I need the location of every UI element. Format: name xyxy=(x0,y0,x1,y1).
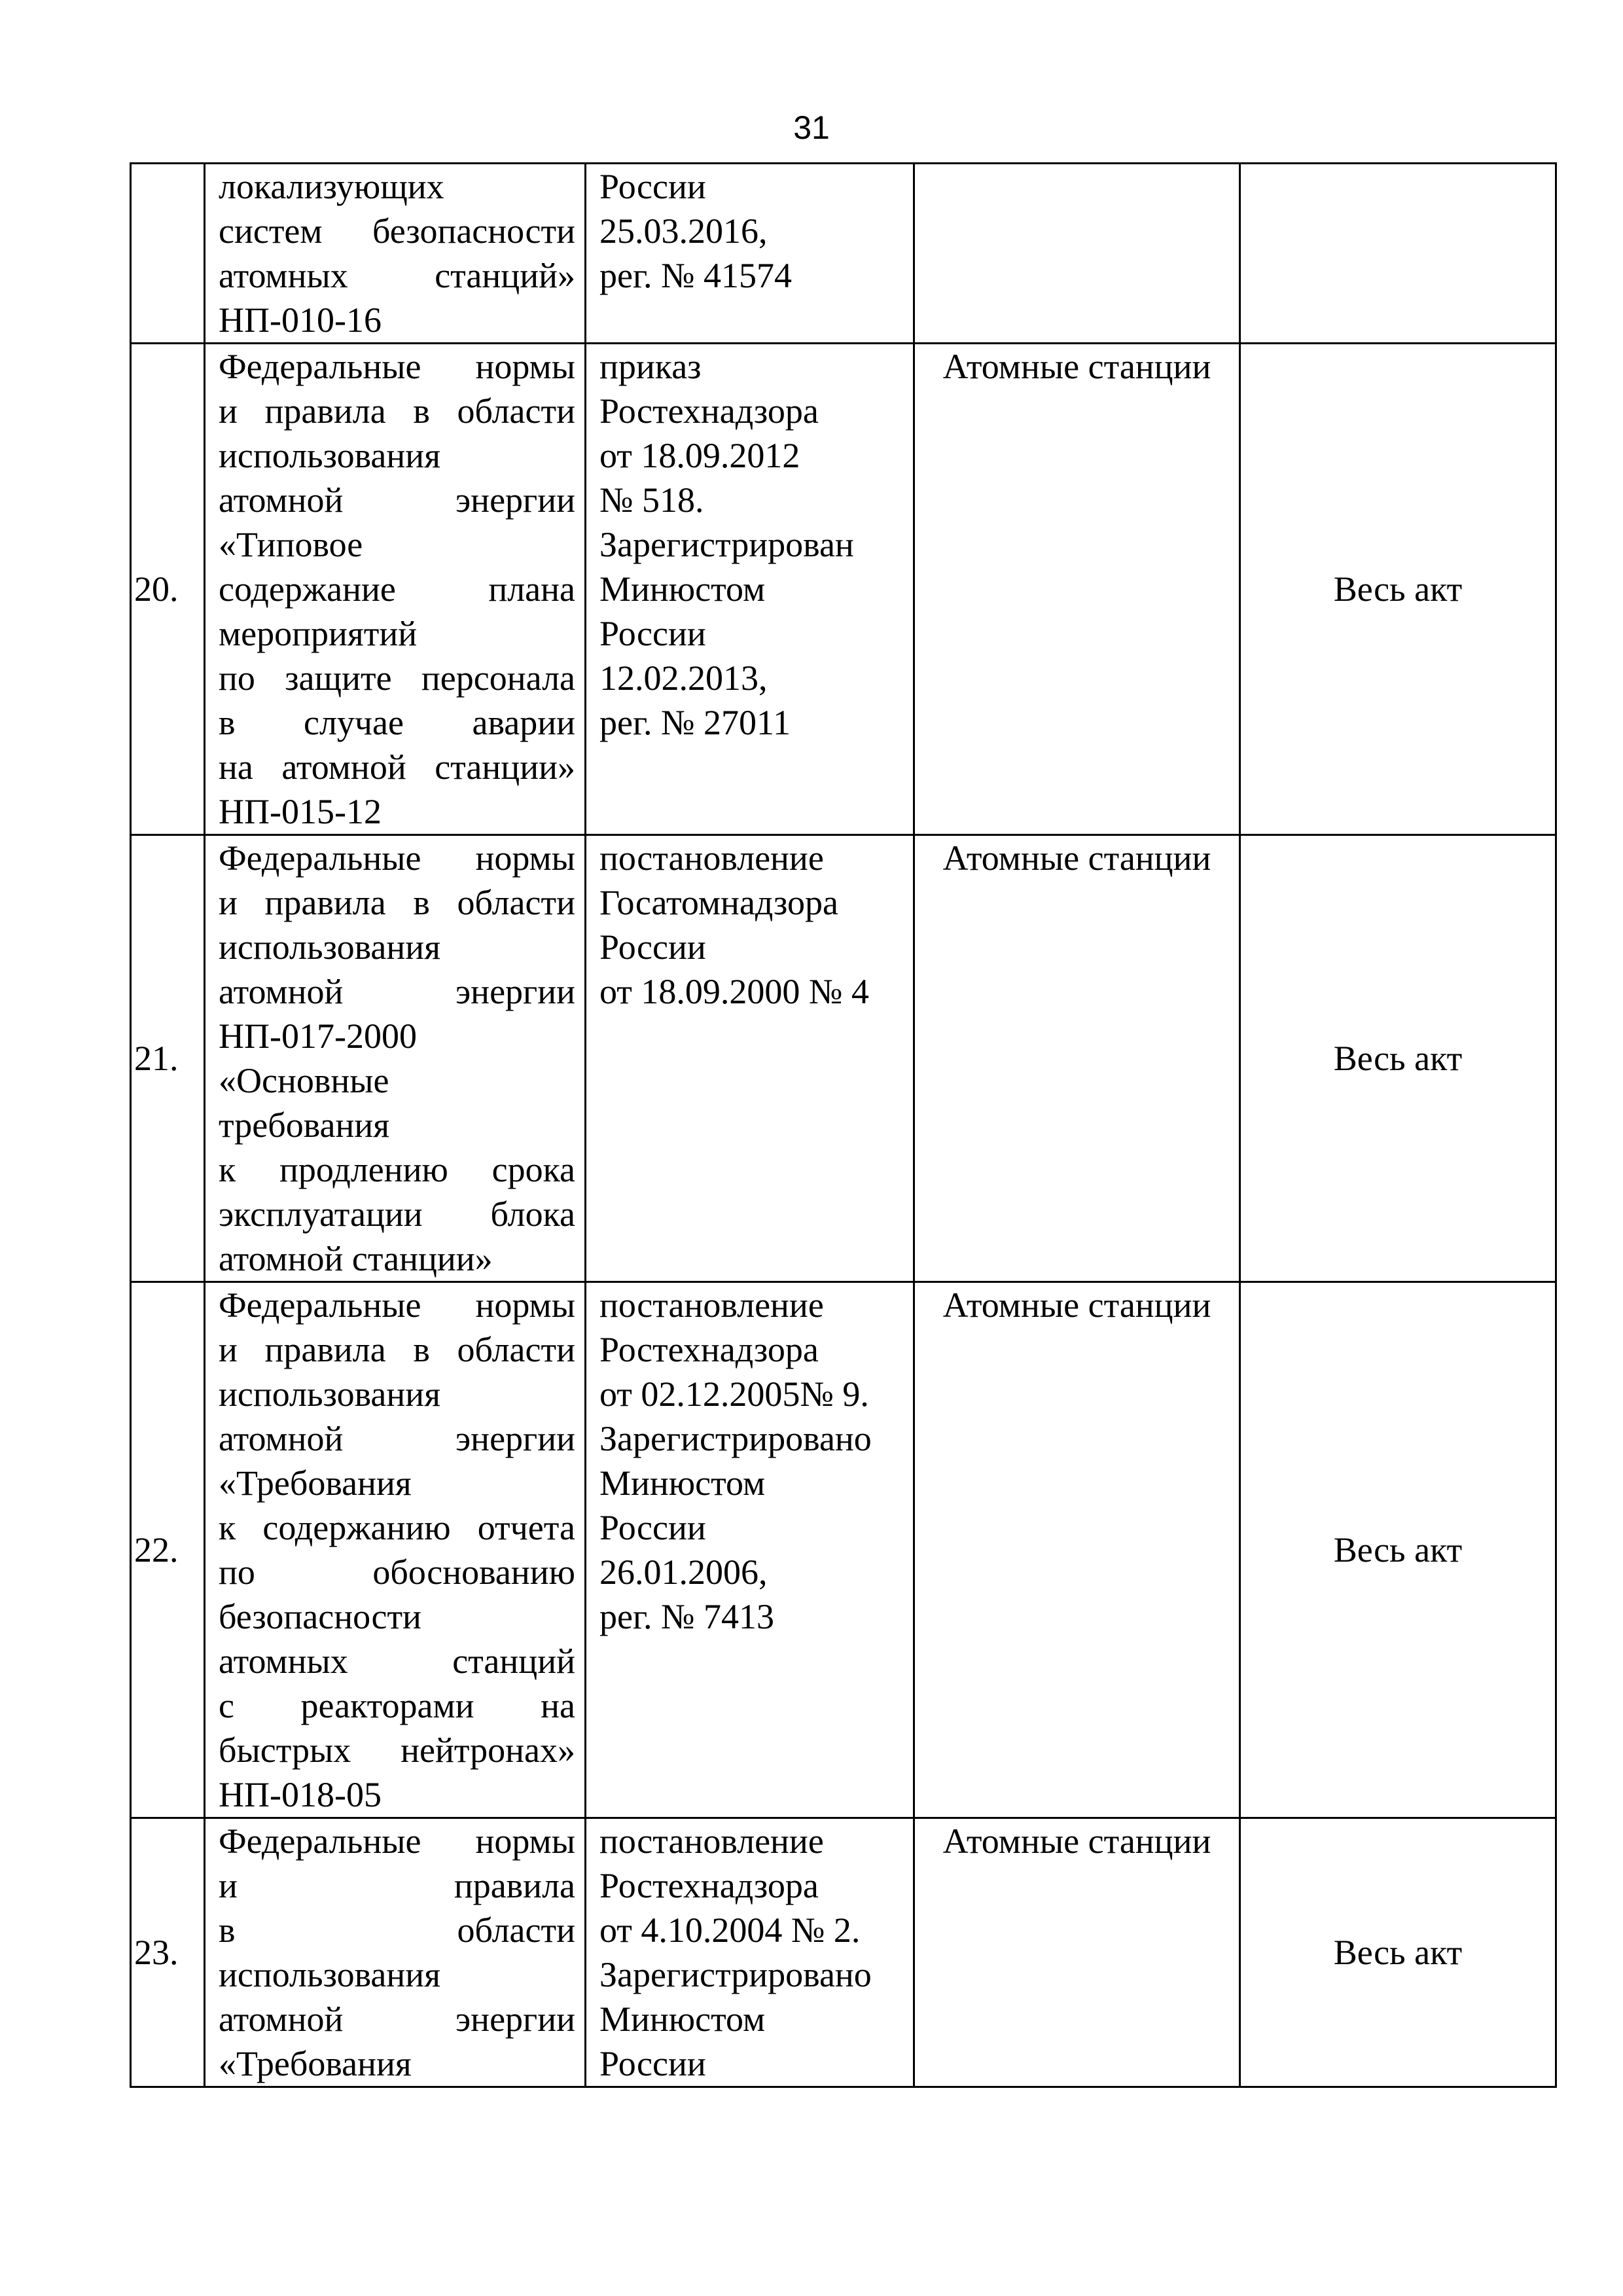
approval-doc-cell xyxy=(586,835,914,1282)
approval-doc-line: Минюстом xyxy=(599,569,766,609)
act-title-line: с реакторами на xyxy=(219,1686,575,1725)
act-title-line: использования xyxy=(219,436,441,475)
act-title-line: и правила в области xyxy=(219,1330,575,1369)
act-title-line: к продлению срока xyxy=(219,1150,575,1189)
act-title-line: по защите персонала xyxy=(219,658,575,698)
act-title-line: атомной энергии xyxy=(219,2000,575,2039)
act-title-line: «Основные xyxy=(219,1061,389,1100)
act-title-line: по обоснованию xyxy=(219,1552,575,1592)
act-title-line: Федеральные нормы xyxy=(219,838,575,878)
approval-doc-cell xyxy=(586,1282,914,1818)
act-title-line: использования xyxy=(219,1374,441,1414)
approval-doc-line: постановление xyxy=(599,1285,824,1325)
regulations-table xyxy=(130,162,1557,2088)
approval-doc-line: от 18.09.2000 № 4 xyxy=(599,972,869,1011)
act-title-line: атомной энергии xyxy=(219,972,575,1011)
approval-doc-cell xyxy=(586,164,914,344)
approval-doc-line: Минюстом xyxy=(599,2000,766,2039)
table-row xyxy=(131,1282,1556,1818)
requirements-cell xyxy=(1240,164,1556,344)
approval-doc-line: Ростехнадзора xyxy=(599,391,819,431)
act-title-line: в области xyxy=(219,1910,575,1950)
act-title-line: Федеральные нормы xyxy=(219,1821,575,1861)
act-title-line: атомных станций xyxy=(219,1641,575,1681)
approval-doc-line: постановление xyxy=(599,838,824,878)
table-row xyxy=(131,1818,1556,2087)
act-title-line: требования xyxy=(219,1105,390,1145)
act-title-line: НП-018-05 xyxy=(219,1775,382,1814)
act-title-cell xyxy=(205,1818,586,2087)
approval-doc-cell xyxy=(586,344,914,835)
approval-doc-line: Госатомнадзора xyxy=(599,883,839,922)
approval-doc-line: Минюстом xyxy=(599,1463,766,1503)
approval-doc-line: России xyxy=(599,167,706,206)
row-number: 23. xyxy=(131,1818,205,2087)
approval-doc-line: рег. № 7413 xyxy=(599,1597,775,1636)
act-title-line: атомных станций» xyxy=(219,256,575,295)
act-title-line: атомной энергии xyxy=(219,480,575,520)
act-title-line: и правила в области xyxy=(219,883,575,922)
approval-doc-cell xyxy=(586,1818,914,2087)
approval-doc-line: приказ xyxy=(599,347,702,386)
act-title-line: и правила в области xyxy=(219,391,575,431)
approval-doc-line: Ростехнадзора xyxy=(599,1330,819,1369)
requirements-cell: Весь акт xyxy=(1240,344,1556,835)
table-body xyxy=(131,164,1556,2087)
act-title-line: локализующих xyxy=(219,167,444,206)
act-title-line: мероприятий xyxy=(219,614,418,653)
act-title-line: эксплуатации блока xyxy=(219,1194,575,1234)
approval-doc-line: от 4.10.2004 № 2. xyxy=(599,1910,861,1950)
approval-doc-line: России xyxy=(599,2044,706,2083)
act-title-line: к содержанию отчета xyxy=(219,1508,575,1547)
act-title-cell xyxy=(205,835,586,1282)
act-title-line: НП-010-16 xyxy=(219,300,382,340)
act-title-line: атомной станции» xyxy=(219,1239,493,1278)
scope-cell: Атомные станции xyxy=(914,1282,1240,1818)
act-title-line: систем безопасности xyxy=(219,211,575,251)
act-title-line: «Требования xyxy=(219,1463,412,1503)
act-title-line: и правила xyxy=(219,1866,575,1905)
approval-doc-line: от 02.12.2005№ 9. xyxy=(599,1374,869,1414)
scope-cell xyxy=(914,164,1240,344)
act-title-line: быстрых нейтронах» xyxy=(219,1731,575,1770)
approval-doc-line: рег. № 41574 xyxy=(599,256,793,295)
act-title-line: «Типовое xyxy=(219,525,363,564)
page-number: 31 xyxy=(793,109,830,146)
approval-doc-line: России xyxy=(599,927,706,967)
act-title-line: НП-015-12 xyxy=(219,792,382,831)
table-row xyxy=(131,835,1556,1282)
row-number xyxy=(131,164,205,344)
table-row xyxy=(131,344,1556,835)
act-title-line: НП-017-2000 xyxy=(219,1016,417,1056)
scope-cell: Атомные станции xyxy=(914,835,1240,1282)
approval-doc-line: № 518. xyxy=(599,480,704,520)
approval-doc-line: Зарегистрирован xyxy=(599,525,854,564)
approval-doc-line: России xyxy=(599,1508,706,1547)
requirements-cell: Весь акт xyxy=(1240,1282,1556,1818)
approval-doc-line: 25.03.2016, xyxy=(599,211,768,251)
act-title-cell xyxy=(205,344,586,835)
act-title-line: содержание плана xyxy=(219,569,575,609)
table-row xyxy=(131,164,1556,344)
row-number: 21. xyxy=(131,835,205,1282)
approval-doc-line: Зарегистрировано xyxy=(599,1419,872,1458)
approval-doc-line: России xyxy=(599,614,706,653)
approval-doc-line: от 18.09.2012 xyxy=(599,436,800,475)
requirements-cell: Весь акт xyxy=(1240,1818,1556,2087)
requirements-cell: Весь акт xyxy=(1240,835,1556,1282)
act-title-line: использования xyxy=(219,927,441,967)
approval-doc-line: 26.01.2006, xyxy=(599,1552,768,1592)
act-title-cell xyxy=(205,164,586,344)
act-title-line: «Требования xyxy=(219,2044,412,2083)
act-title-line: в случае аварии xyxy=(219,703,575,742)
approval-doc-line: 12.02.2013, xyxy=(599,658,768,698)
act-title-cell xyxy=(205,1282,586,1818)
row-number: 20. xyxy=(131,344,205,835)
act-title-line: Федеральные нормы xyxy=(219,347,575,386)
approval-doc-line: Ростехнадзора xyxy=(599,1866,819,1905)
act-title-line: Федеральные нормы xyxy=(219,1285,575,1325)
act-title-line: на атомной станции» xyxy=(219,747,575,787)
approval-doc-line: рег. № 27011 xyxy=(599,703,791,742)
approval-doc-line: постановление xyxy=(599,1821,824,1861)
act-title-line: безопасности xyxy=(219,1597,421,1636)
act-title-line: атомной энергии xyxy=(219,1419,575,1458)
approval-doc-line: Зарегистрировано xyxy=(599,1955,872,1994)
act-title-line: использования xyxy=(219,1955,441,1994)
row-number: 22. xyxy=(131,1282,205,1818)
scope-cell: Атомные станции xyxy=(914,344,1240,835)
scope-cell: Атомные станции xyxy=(914,1818,1240,2087)
